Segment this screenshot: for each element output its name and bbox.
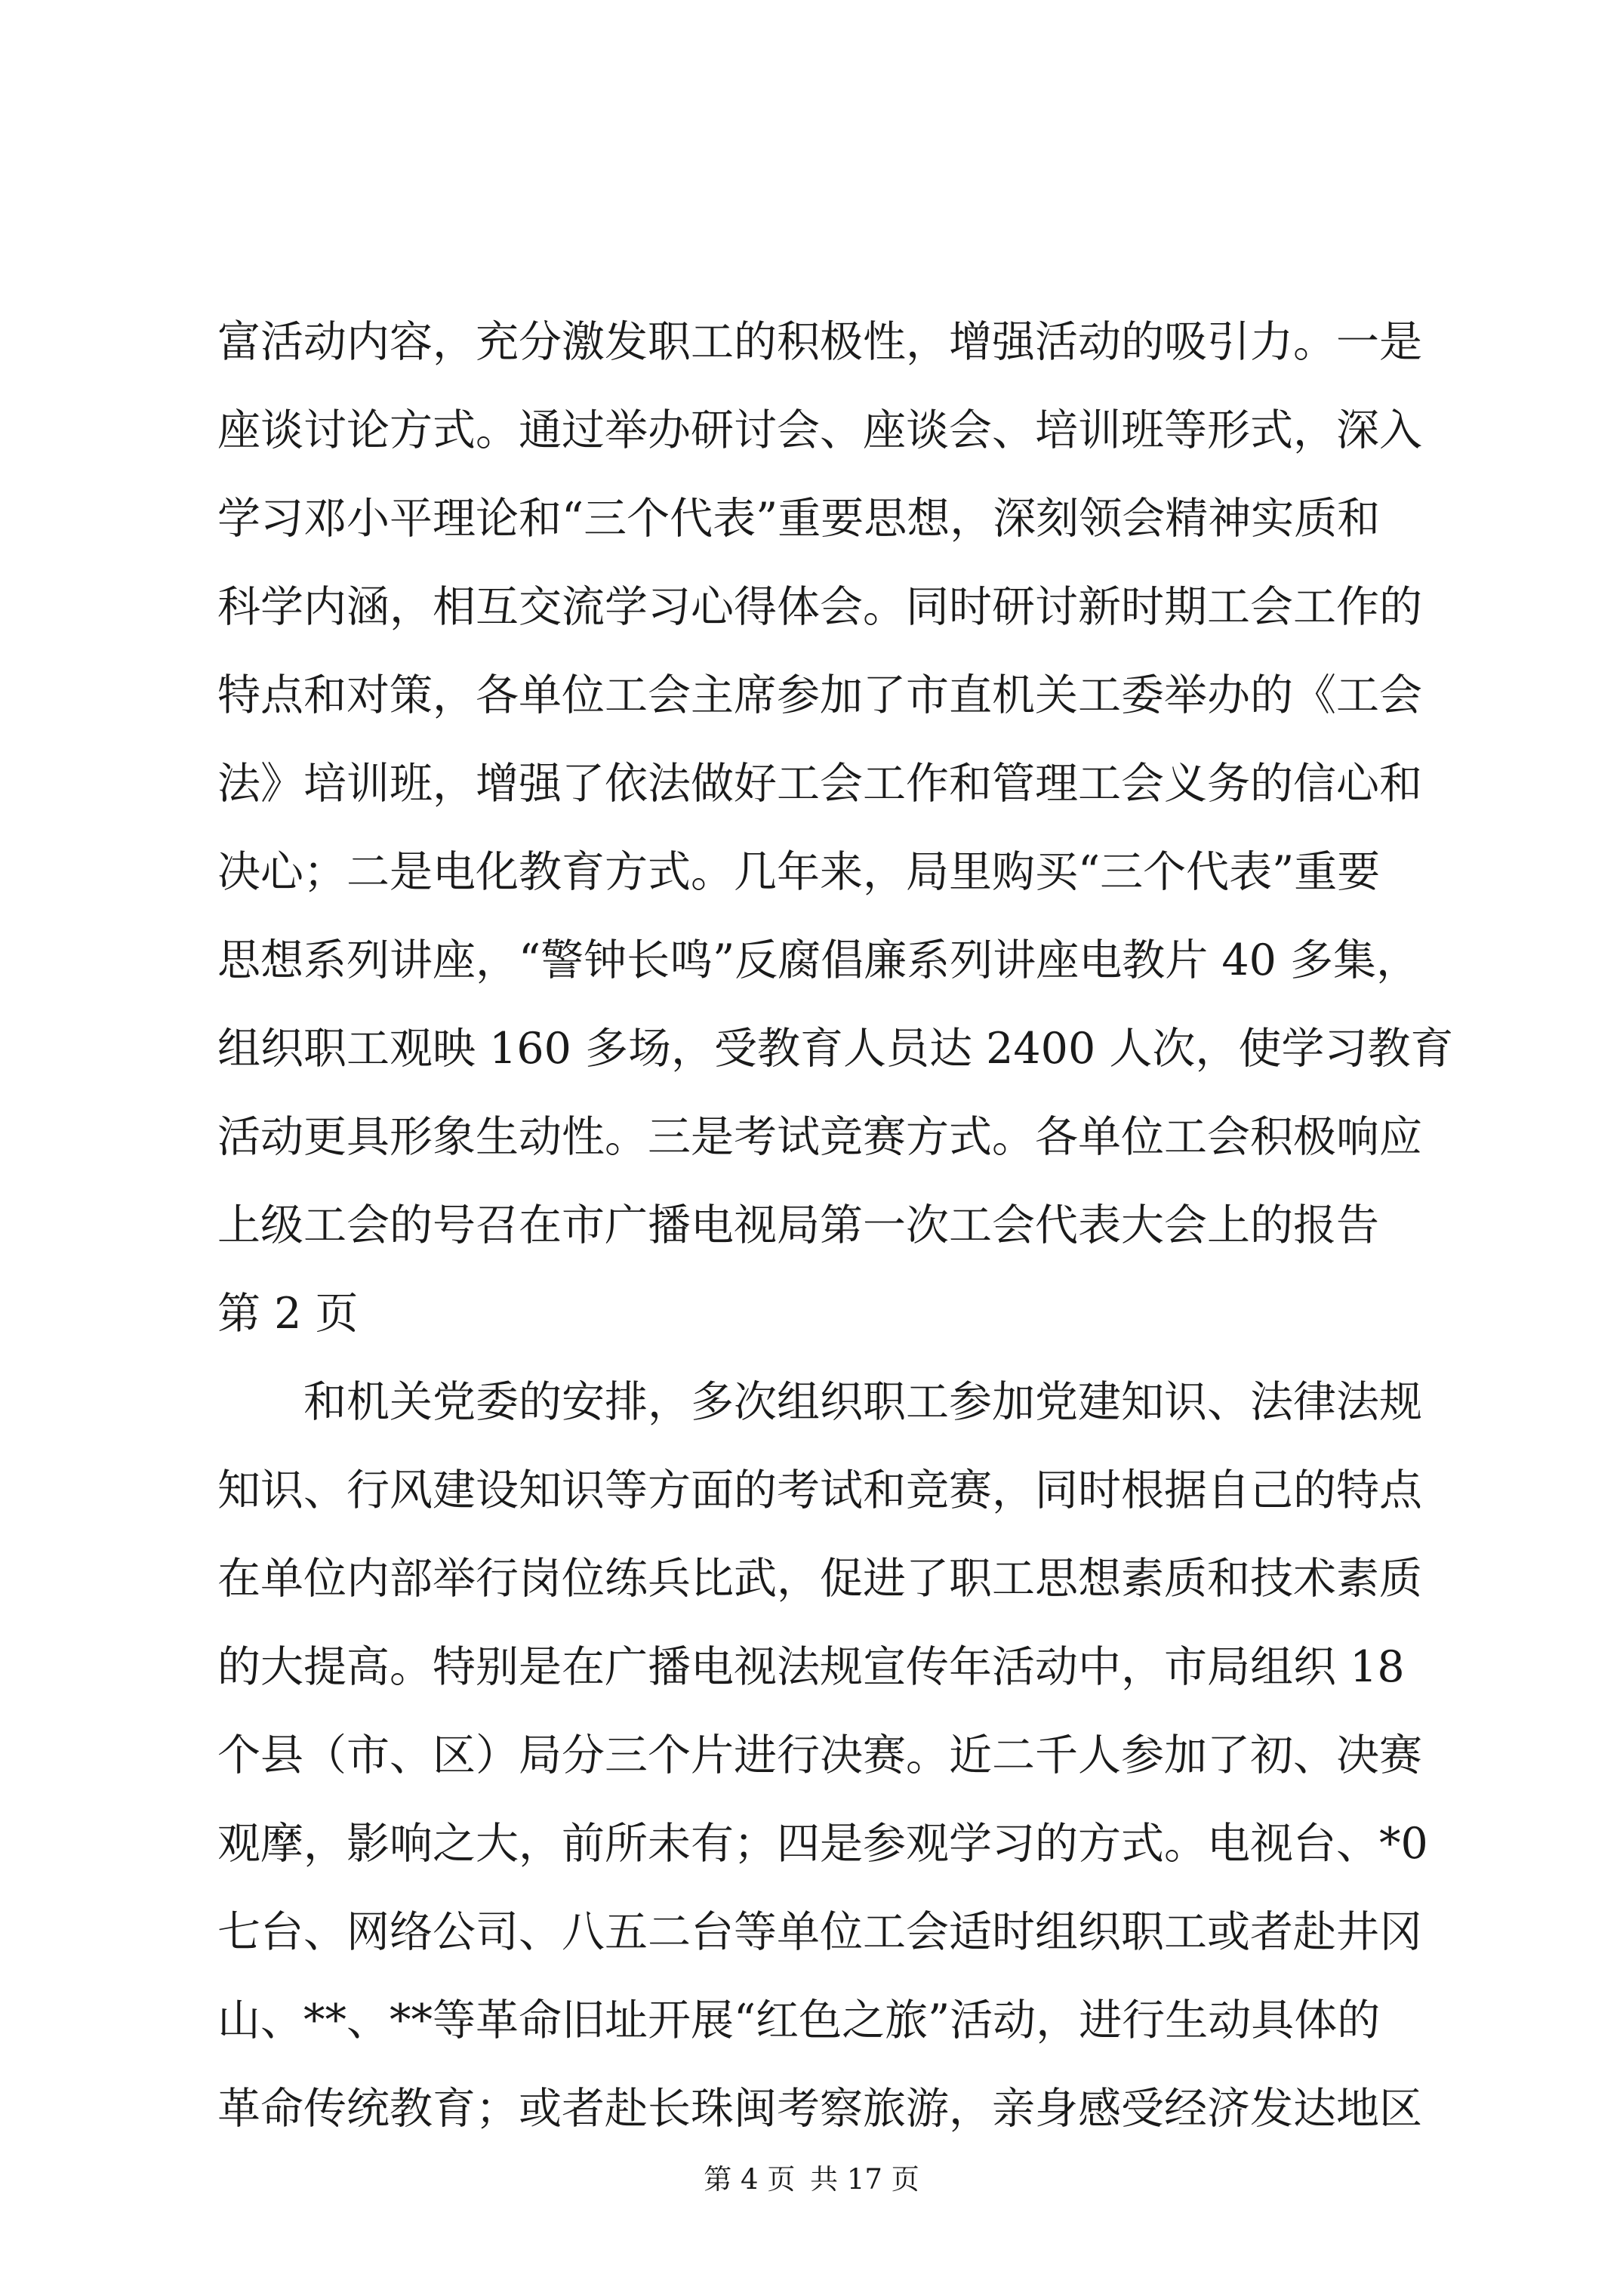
inline-page-marker: 第 2 页 xyxy=(217,1289,359,1339)
page-footer xyxy=(0,2161,1623,2199)
text-line: 山、**、**等革命旧址开展“红色之旅”活动，进行生动具体的 xyxy=(217,1996,1381,2045)
text-line: 科学内涵，相互交流学习心得体会。同时研讨新时期工会工作的 xyxy=(217,582,1422,632)
text-line: 七台、网络公司、八五二台等单位工会适时组织职工或者赴井冈 xyxy=(217,1907,1422,1957)
text-line: 特点和对策，各单位工会主席参加了市直机关工委举办的《工会 xyxy=(217,670,1422,720)
text-line: 在单位内部举行岗位练兵比武，促进了职工思想素质和技术素质 xyxy=(217,1554,1422,1604)
current-page-number: 第 4 页 xyxy=(704,2163,796,2196)
text-line: 法》培训班，增强了依法做好工会工作和管理工会义务的信心和 xyxy=(217,759,1422,809)
text-line: 上级工会的号召在市广播电视局第一次工会代表大会上的报告 xyxy=(217,1200,1379,1250)
text-line: 思想系列讲座，“警钟长鸣”反腐倡廉系列讲座电教片 40 多集， xyxy=(217,935,1420,985)
total-page-count: 共 17 页 xyxy=(810,2163,919,2196)
text-line: 个县（市、区）局分三个片进行决赛。近二千人参加了初、决赛 xyxy=(217,1730,1422,1780)
text-line: 组织职工观映 160 多场，受教育人员达 2400 人次，使学习教育 xyxy=(217,1024,1454,1074)
text-line: 座谈讨论方式。通过举办研讨会、座谈会、培训班等形式，深入 xyxy=(217,405,1422,455)
document-body xyxy=(217,298,1454,2153)
text-line: 富活动内容，充分激发职工的积极性，增强活动的吸引力。一是 xyxy=(217,317,1422,367)
text-line: 活动更具形象生动性。三是考试竞赛方式。各单位工会积极响应 xyxy=(217,1112,1422,1162)
text-line: 的大提高。特别是在广播电视法规宣传年活动中，市局组织 18 xyxy=(217,1642,1405,1692)
text-line: 革命传统教育；或者赴长珠闽考察旅游，亲身感受经济发达地区 xyxy=(217,2084,1422,2134)
text-line: 决心；二是电化教育方式。几年来，局里购买“三个代表”重要 xyxy=(217,847,1381,897)
text-line: 学习邓小平理论和“三个代表”重要思想，深刻领会精神实质和 xyxy=(217,494,1381,544)
text-line: 知识、行风建设知识等方面的考试和竞赛，同时根据自己的特点 xyxy=(217,1465,1422,1515)
paragraph-start-line: 和机关党委的安排，多次组织职工参加党建知识、法律法规 xyxy=(303,1377,1422,1427)
text-line: 观摩，影响之大，前所未有；四是参观学习的方式。电视台、*0 xyxy=(217,1819,1428,1869)
